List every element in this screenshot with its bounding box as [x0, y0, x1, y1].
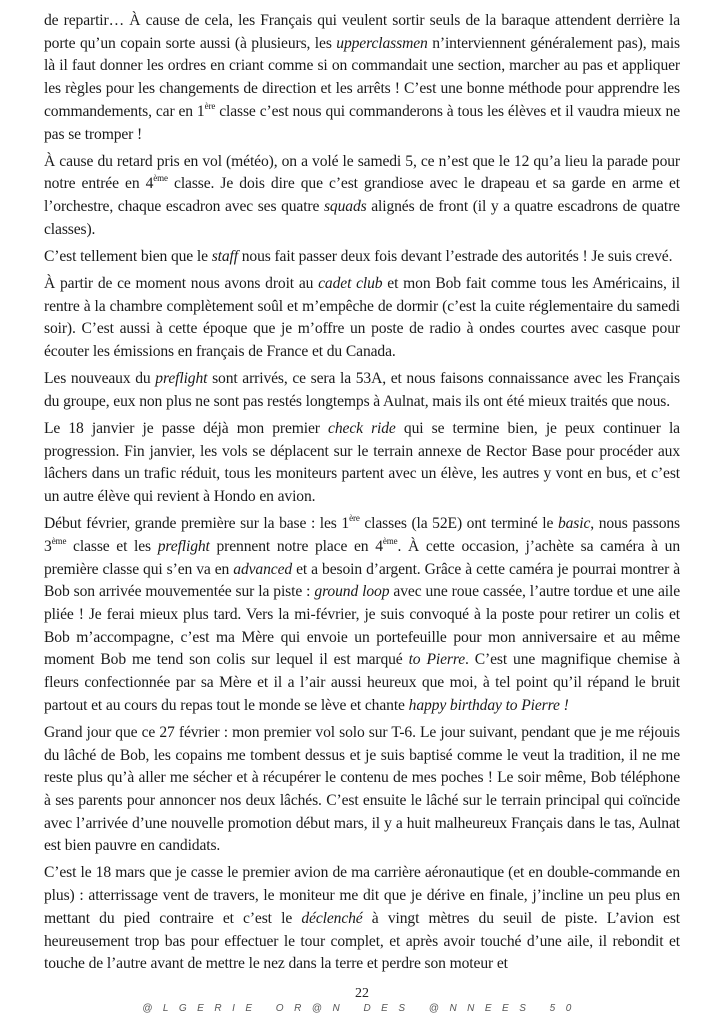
page-number: 22 — [355, 986, 369, 1001]
text-run: de repartir… À cause de cela, les Français qui veulent sortir seuls de la baraque attendent derrière la porte qu’un copain sorte aussi (à plusieurs, les — [44, 12, 680, 52]
paragraph — [44, 246, 680, 269]
paragraph — [44, 722, 680, 858]
text-run: C’est le 18 mars que je casse le premier avion de ma carrière aéronautique (et en double-commande en plus) : atterrissage vent de travers, le moniteur me dit que je dérive en finale, j’incline un peu plus en mettant du pied contraire et c’est le — [44, 864, 680, 927]
text-run: sont arrivés, ce sera la 53A, et nous faisons connaissance avec les Français du groupe, eux non plus ne sont pas restés longtemps à Aulnat, mais ils ont été mieux traités que nous. — [44, 370, 680, 410]
document-body — [44, 10, 680, 980]
italic-term: preflight — [157, 537, 210, 555]
text-run: Les nouveaux du — [44, 370, 156, 388]
paragraph — [44, 368, 680, 413]
italic-term: basic — [557, 515, 591, 533]
text-run: prennent notre place en 4 — [209, 537, 383, 555]
ordinal-superscript: ère — [349, 512, 360, 523]
paragraph — [44, 862, 680, 976]
text-run: classe et les — [66, 537, 158, 555]
text-run: , nous passons 3 — [44, 515, 680, 555]
text-run: alignés de front (il y a quatre escadrons de quatre classes). — [44, 198, 680, 238]
italic-term: cadet club — [318, 274, 383, 292]
paragraph — [44, 10, 680, 146]
text-run: C’est tellement bien que le — [44, 247, 212, 265]
paragraph — [44, 513, 680, 717]
ordinal-superscript: ème — [382, 535, 398, 546]
text-run: Grand jour que ce 27 février : mon premier vol solo sur T-6. Le jour suivant, pendant que je me réjouis du lâché de Bob, les copains me tombent dessus et je suis baptisé comme le veut la tradition, il ne me reste plus qu’à aller me sécher et à récupérer le contenu de mes poches ! Le soir même, Bob téléphone à ses parents pour annoncer nos deux lâchés. C’est ensuite le lâché sur le terrain principal qui coïncide avec l’arrivée d’une nouvelle promotion début mars, il y a huit malheureux Français dans le tas, Aulnat est bien pauvre en candidats. — [44, 723, 680, 855]
text-run: . C’est une magnifique chemise à fleurs confectionnée par sa Mère et il a l’air aussi heureux que moi, à tel point qu’il répand le bruit partout et au cours du repas tout le monde se lève et chante — [44, 651, 680, 714]
paragraph — [44, 418, 680, 509]
text-run: À cause du retard pris en vol (météo), on a volé le samedi 5, ce n’est que le 12 qu’a lieu la parade pour notre entrée en 4 — [44, 152, 680, 193]
paragraph — [44, 151, 680, 242]
ordinal-superscript: ème — [153, 173, 168, 184]
italic-term: advanced — [233, 560, 293, 578]
text-run: qui se termine bien, je peux continuer la progression. Fin janvier, les vols se déplacent sur le terrain annexe de Rector Base pour procéder aux lâchers dans un trafic réduit, tous les moniteurs partent avec un élève, les autres y vont en bus, et c’est un autre élève qui revient à Hondo en avion. — [44, 419, 680, 506]
italic-term: to Pierre — [408, 651, 465, 669]
text-run: n’interviennent généralement pas), mais là il faut donner les ordres en criant comme si on commandait une section, marcher au pas et appliquer les règles pour les changements de direction et les arrêts ! C’est une bonne méthode pour apprendre les commandements, car en 1 — [44, 34, 680, 120]
italic-term: staff — [211, 247, 238, 265]
italic-term: squads — [323, 198, 367, 216]
text-run: Début février, grande première sur la base : les 1 — [44, 515, 350, 533]
italic-term: happy birthday to Pierre ! — [408, 696, 569, 714]
text-run: classe c’est nous qui commanderons à tous les élèves et il vaudra mieux ne pas se tromper ! — [44, 102, 681, 143]
italic-term: upperclassmen — [336, 34, 428, 52]
text-run: et a besoin d’argent. Grâce à cette caméra je pourrai montrer à Bob son arrivée mouvementée sur la piste : — [44, 560, 681, 601]
text-run: avec une roue cassée, l’autre tordue et une aile pliée ! Je ferai mieux plus tard. Vers la mi-février, je suis convoqué à la poste pour retirer un colis et Bob m’accompagne, c’est ma Mère qui envoie un portefeuille pour mon anniversaire et au même moment Bob me tend son colis sur lequel il est marqué — [44, 583, 681, 669]
text-run: classe. Je dois dire que c’est grandiose avec le drapeau et sa garde en arme et l’orchestre, chaque escadron avec ses quatre — [44, 175, 680, 216]
text-run: À partir de ce moment nous avons droit au — [44, 274, 319, 292]
italic-term: preflight — [155, 370, 208, 388]
italic-term: déclenché — [301, 909, 363, 927]
text-run: à vingt mètres du seuil de piste. L’avion est heureusement trop bas pour effectuer le tour complet, et après avoir touché d’une aile, il rebondit et touche de l’autre avant de mettre le nez dans la terre et perdre son moteur et — [44, 909, 680, 973]
italic-term: check ride — [328, 419, 396, 437]
footer-running-title: @LGERIE OR@N DES @NNEES 50 — [142, 1003, 582, 1014]
ordinal-superscript: ère — [204, 100, 216, 111]
paragraph — [44, 273, 680, 364]
ordinal-superscript: ème — [51, 535, 67, 546]
text-run: classes (la 52E) ont terminé le — [359, 515, 558, 533]
italic-term: ground loop — [314, 583, 390, 601]
text-run: et mon Bob fait comme tous les Américains, il rentre à la chambre complètement soûl et m’empêche de dormir (c’est la cuite réglementaire du samedi soir). C’est aussi à cette époque que je m’offre un poste de radio à ondes courtes avec casque pour écouter les émissions en français de France et du Canada. — [44, 274, 680, 361]
text-run: Le 18 janvier je passe déjà mon premier — [44, 419, 329, 437]
text-run: . À cette occasion, j’achète sa caméra à un première classe qui s’en va en — [44, 537, 681, 578]
text-run: nous fait passer deux fois devant l’estrade des autorités ! Je suis crevé. — [237, 247, 673, 265]
